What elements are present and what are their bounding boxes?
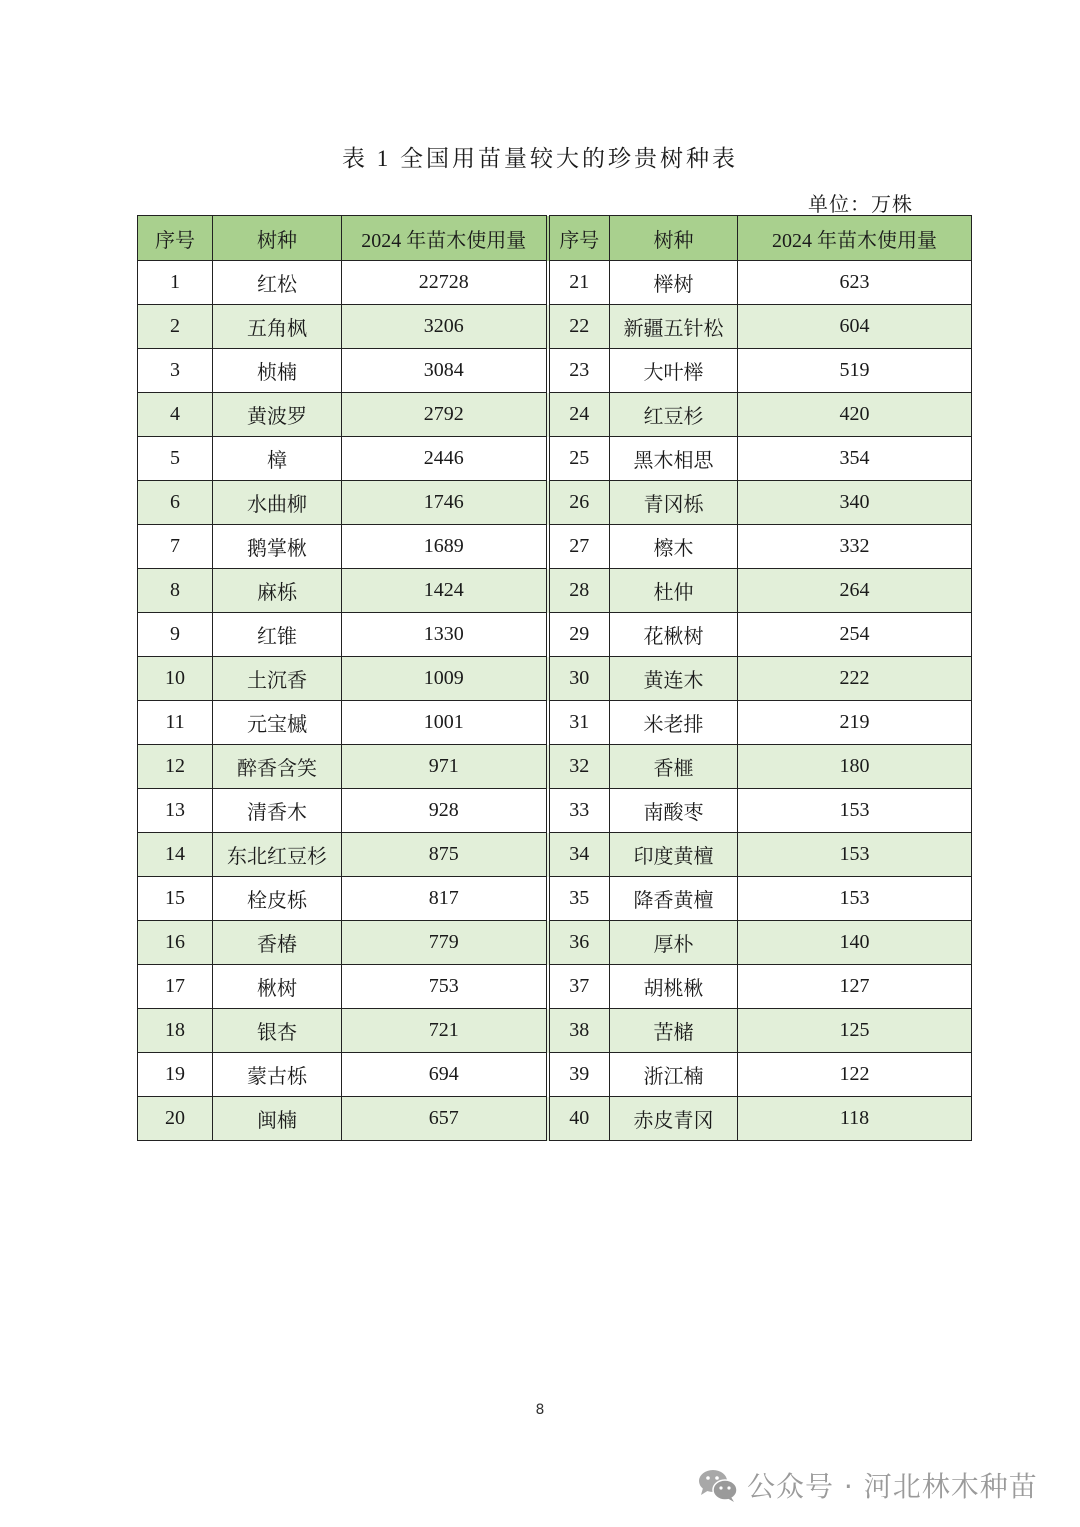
- seq-cell: 38: [548, 1009, 610, 1053]
- species-cell: 楸树: [213, 965, 342, 1009]
- header-qty-left: 2024 年苗木使用量: [342, 216, 548, 261]
- seq-cell: 39: [548, 1053, 610, 1097]
- species-cell: 青冈栎: [610, 481, 738, 525]
- species-cell: 香椿: [213, 921, 342, 965]
- seq-cell: 5: [138, 437, 213, 481]
- seq-cell: 29: [548, 613, 610, 657]
- qty-cell: 1009: [342, 657, 548, 701]
- page-number: 8: [535, 1402, 545, 1418]
- watermark: [697, 1465, 1038, 1505]
- species-cell: 栓皮栎: [213, 877, 342, 921]
- qty-cell: 928: [342, 789, 548, 833]
- header-qty-right: 2024 年苗木使用量: [738, 216, 972, 261]
- qty-cell: 779: [342, 921, 548, 965]
- qty-cell: 721: [342, 1009, 548, 1053]
- table-row: [138, 701, 972, 745]
- species-cell: 黄波罗: [213, 393, 342, 437]
- qty-cell: 753: [342, 965, 548, 1009]
- species-cell: 桢楠: [213, 349, 342, 393]
- qty-cell: 1330: [342, 613, 548, 657]
- seq-cell: 23: [548, 349, 610, 393]
- qty-cell: 122: [738, 1053, 972, 1097]
- qty-cell: 657: [342, 1097, 548, 1141]
- qty-cell: 254: [738, 613, 972, 657]
- species-cell: 降香黄檀: [610, 877, 738, 921]
- seq-cell: 30: [548, 657, 610, 701]
- seq-cell: 18: [138, 1009, 213, 1053]
- qty-cell: 1001: [342, 701, 548, 745]
- qty-cell: 153: [738, 833, 972, 877]
- seq-cell: 25: [548, 437, 610, 481]
- species-cell: 花楸树: [610, 613, 738, 657]
- seq-cell: 20: [138, 1097, 213, 1141]
- table-row: [138, 569, 972, 613]
- qty-cell: 694: [342, 1053, 548, 1097]
- table-row: [138, 1097, 972, 1141]
- table-header-row: [138, 216, 972, 261]
- table-row: [138, 393, 972, 437]
- seq-cell: 8: [138, 569, 213, 613]
- seq-cell: 15: [138, 877, 213, 921]
- seq-cell: 26: [548, 481, 610, 525]
- qty-cell: 1689: [342, 525, 548, 569]
- species-cell: 南酸枣: [610, 789, 738, 833]
- seedling-usage-table: [137, 215, 972, 1141]
- species-cell: 蒙古栎: [213, 1053, 342, 1097]
- qty-cell: 875: [342, 833, 548, 877]
- species-cell: 杜仲: [610, 569, 738, 613]
- qty-cell: 971: [342, 745, 548, 789]
- qty-cell: 2792: [342, 393, 548, 437]
- header-seq-right: 序号: [548, 216, 610, 261]
- species-cell: 黑木相思: [610, 437, 738, 481]
- species-cell: 厚朴: [610, 921, 738, 965]
- table-row: [138, 877, 972, 921]
- qty-cell: 332: [738, 525, 972, 569]
- table-row: [138, 745, 972, 789]
- table-row: [138, 965, 972, 1009]
- qty-cell: 22728: [342, 261, 548, 305]
- table-row: [138, 613, 972, 657]
- table-row: [138, 833, 972, 877]
- seq-cell: 6: [138, 481, 213, 525]
- species-cell: 五角枫: [213, 305, 342, 349]
- species-cell: 香榧: [610, 745, 738, 789]
- seq-cell: 21: [548, 261, 610, 305]
- seq-cell: 36: [548, 921, 610, 965]
- table-row: [138, 349, 972, 393]
- qty-cell: 1746: [342, 481, 548, 525]
- qty-cell: 127: [738, 965, 972, 1009]
- header-seq-left: 序号: [138, 216, 213, 261]
- table-row: [138, 305, 972, 349]
- header-species-left: 树种: [213, 216, 342, 261]
- species-cell: 黄连木: [610, 657, 738, 701]
- qty-cell: 180: [738, 745, 972, 789]
- table-row: [138, 1009, 972, 1053]
- table-row: [138, 921, 972, 965]
- qty-cell: 2446: [342, 437, 548, 481]
- seq-cell: 19: [138, 1053, 213, 1097]
- seq-cell: 31: [548, 701, 610, 745]
- species-cell: 檫木: [610, 525, 738, 569]
- seq-cell: 32: [548, 745, 610, 789]
- seq-cell: 34: [548, 833, 610, 877]
- seq-cell: 37: [548, 965, 610, 1009]
- table-row: [138, 789, 972, 833]
- species-cell: 大叶榉: [610, 349, 738, 393]
- seq-cell: 33: [548, 789, 610, 833]
- table-row: [138, 1053, 972, 1097]
- species-cell: 赤皮青冈: [610, 1097, 738, 1141]
- seq-cell: 24: [548, 393, 610, 437]
- species-cell: 榉树: [610, 261, 738, 305]
- seq-cell: 4: [138, 393, 213, 437]
- species-cell: 浙江楠: [610, 1053, 738, 1097]
- header-species-right: 树种: [610, 216, 738, 261]
- qty-cell: 354: [738, 437, 972, 481]
- wechat-icon: [697, 1467, 739, 1503]
- species-cell: 红豆杉: [610, 393, 738, 437]
- qty-cell: 420: [738, 393, 972, 437]
- seq-cell: 17: [138, 965, 213, 1009]
- seq-cell: 27: [548, 525, 610, 569]
- species-cell: 苦槠: [610, 1009, 738, 1053]
- qty-cell: 3084: [342, 349, 548, 393]
- qty-cell: 153: [738, 789, 972, 833]
- species-cell: 清香木: [213, 789, 342, 833]
- qty-cell: 264: [738, 569, 972, 613]
- seq-cell: 14: [138, 833, 213, 877]
- seq-cell: 11: [138, 701, 213, 745]
- species-cell: 银杏: [213, 1009, 342, 1053]
- species-cell: 麻栎: [213, 569, 342, 613]
- seq-cell: 35: [548, 877, 610, 921]
- seq-cell: 22: [548, 305, 610, 349]
- unit-label: 单位：万株: [808, 194, 913, 216]
- seq-cell: 16: [138, 921, 213, 965]
- species-cell: 土沉香: [213, 657, 342, 701]
- seq-cell: 10: [138, 657, 213, 701]
- qty-cell: 340: [738, 481, 972, 525]
- species-cell: 闽楠: [213, 1097, 342, 1141]
- seq-cell: 2: [138, 305, 213, 349]
- seq-cell: 28: [548, 569, 610, 613]
- species-cell: 米老排: [610, 701, 738, 745]
- species-cell: 醉香含笑: [213, 745, 342, 789]
- table-title: 表 1 全国用苗量较大的珍贵树种表: [342, 146, 738, 171]
- species-cell: 新疆五针松: [610, 305, 738, 349]
- seq-cell: 3: [138, 349, 213, 393]
- species-cell: 印度黄檀: [610, 833, 738, 877]
- qty-cell: 153: [738, 877, 972, 921]
- qty-cell: 817: [342, 877, 548, 921]
- species-cell: 红锥: [213, 613, 342, 657]
- watermark-text: 公众号 · 河北林木种苗: [747, 1470, 1038, 1503]
- species-cell: 樟: [213, 437, 342, 481]
- seq-cell: 1: [138, 261, 213, 305]
- seq-cell: 40: [548, 1097, 610, 1141]
- table-row: [138, 657, 972, 701]
- table-row: [138, 437, 972, 481]
- qty-cell: 1424: [342, 569, 548, 613]
- species-cell: 鹅掌楸: [213, 525, 342, 569]
- qty-cell: 519: [738, 349, 972, 393]
- species-cell: 胡桃楸: [610, 965, 738, 1009]
- species-cell: 元宝槭: [213, 701, 342, 745]
- species-cell: 东北红豆杉: [213, 833, 342, 877]
- seq-cell: 12: [138, 745, 213, 789]
- qty-cell: 623: [738, 261, 972, 305]
- qty-cell: 3206: [342, 305, 548, 349]
- qty-cell: 118: [738, 1097, 972, 1141]
- seq-cell: 13: [138, 789, 213, 833]
- qty-cell: 125: [738, 1009, 972, 1053]
- seq-cell: 7: [138, 525, 213, 569]
- table-row: [138, 525, 972, 569]
- qty-cell: 219: [738, 701, 972, 745]
- table-row: [138, 481, 972, 525]
- species-cell: 红松: [213, 261, 342, 305]
- qty-cell: 222: [738, 657, 972, 701]
- species-cell: 水曲柳: [213, 481, 342, 525]
- seq-cell: 9: [138, 613, 213, 657]
- qty-cell: 140: [738, 921, 972, 965]
- table-row: [138, 261, 972, 305]
- qty-cell: 604: [738, 305, 972, 349]
